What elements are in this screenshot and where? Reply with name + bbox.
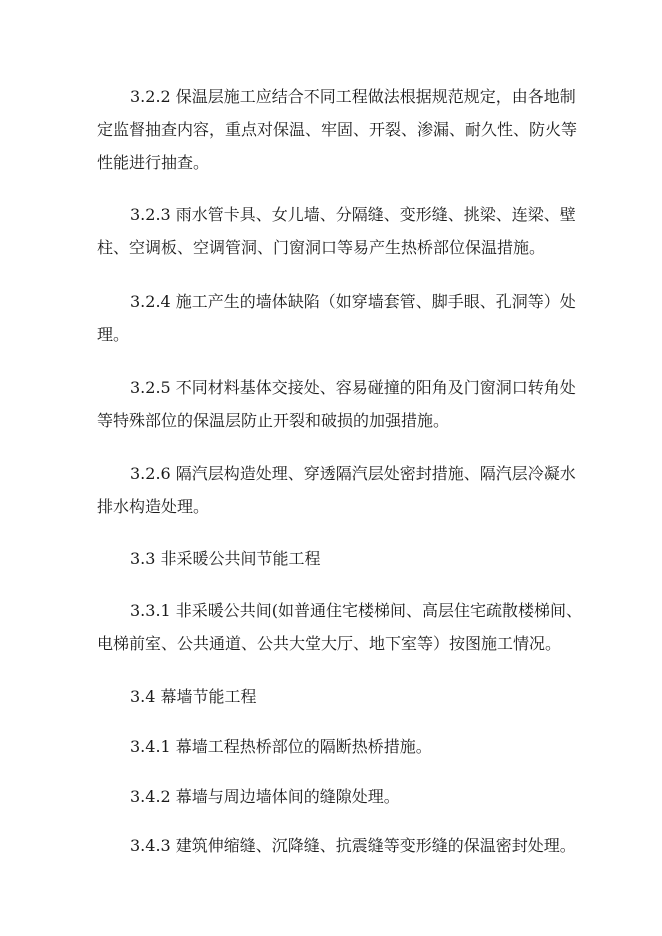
- clause-3-4-1: [97, 730, 567, 763]
- text-line: 3.2.6 隔汽层构造处理、穿透隔汽层处密封措施、隔汽层冷凝水: [130, 464, 576, 483]
- text-line: 3.2.2 保温层施工应结合不同工程做法根据规范规定，由各地制: [130, 87, 576, 106]
- text-line: 3.3.1 非采暖公共间(如普通住宅楼梯间、高层住宅疏散楼梯间、: [130, 601, 583, 620]
- section-heading-3-3: [97, 542, 567, 575]
- section-heading-3-4: [97, 680, 567, 713]
- text-line: 3.2.4 施工产生的墙体缺陷（如穿墙套管、脚手眼、孔洞等）处: [130, 292, 576, 311]
- clause-3-2-6: [97, 457, 576, 523]
- text-line: 排水构造处理。: [97, 497, 210, 516]
- text-line: 性能进行抽查。: [97, 153, 210, 172]
- text-line: 3.2.5 不同材料基体交接处、容易碰撞的阳角及门窗洞口转角处: [130, 378, 576, 397]
- text-line: 3.4.3 建筑伸缩缝、沉降缝、抗震缝等变形缝的保温密封处理。: [130, 836, 576, 855]
- text-line: 3.2.3 雨水管卡具、女儿墙、分隔缝、变形缝、挑梁、连梁、壁: [130, 205, 576, 224]
- clause-3-2-4: [97, 285, 576, 351]
- clause-3-2-5: [97, 371, 576, 437]
- text-line: 理。: [97, 325, 130, 344]
- clause-3-2-3: [97, 198, 576, 264]
- text-line: 定监督抽查内容，重点对保温、牢固、开裂、渗漏、耐久性、防火等: [97, 120, 578, 139]
- section-heading: 3.4 幕墙节能工程: [130, 687, 257, 706]
- text-line: 电梯前室、公共通道、公共大堂大厅、地下室等）按图施工情况。: [97, 634, 562, 653]
- text-line: 等特殊部位的保温层防止开裂和破损的加强措施。: [97, 411, 450, 430]
- clause-3-4-2: [97, 780, 567, 813]
- text-line: 3.4.2 幕墙与周边墙体间的缝隙处理。: [130, 787, 400, 806]
- clause-3-3-1: [97, 594, 583, 660]
- clause-3-4-3: [97, 829, 576, 862]
- text-line: 柱、空调板、空调管洞、门窗洞口等易产生热桥部位保温措施。: [97, 238, 546, 257]
- section-heading: 3.3 非采暖公共间节能工程: [130, 549, 321, 568]
- clause-3-2-2: [97, 80, 578, 179]
- text-line: 3.4.1 幕墙工程热桥部位的隔断热桥措施。: [130, 737, 432, 756]
